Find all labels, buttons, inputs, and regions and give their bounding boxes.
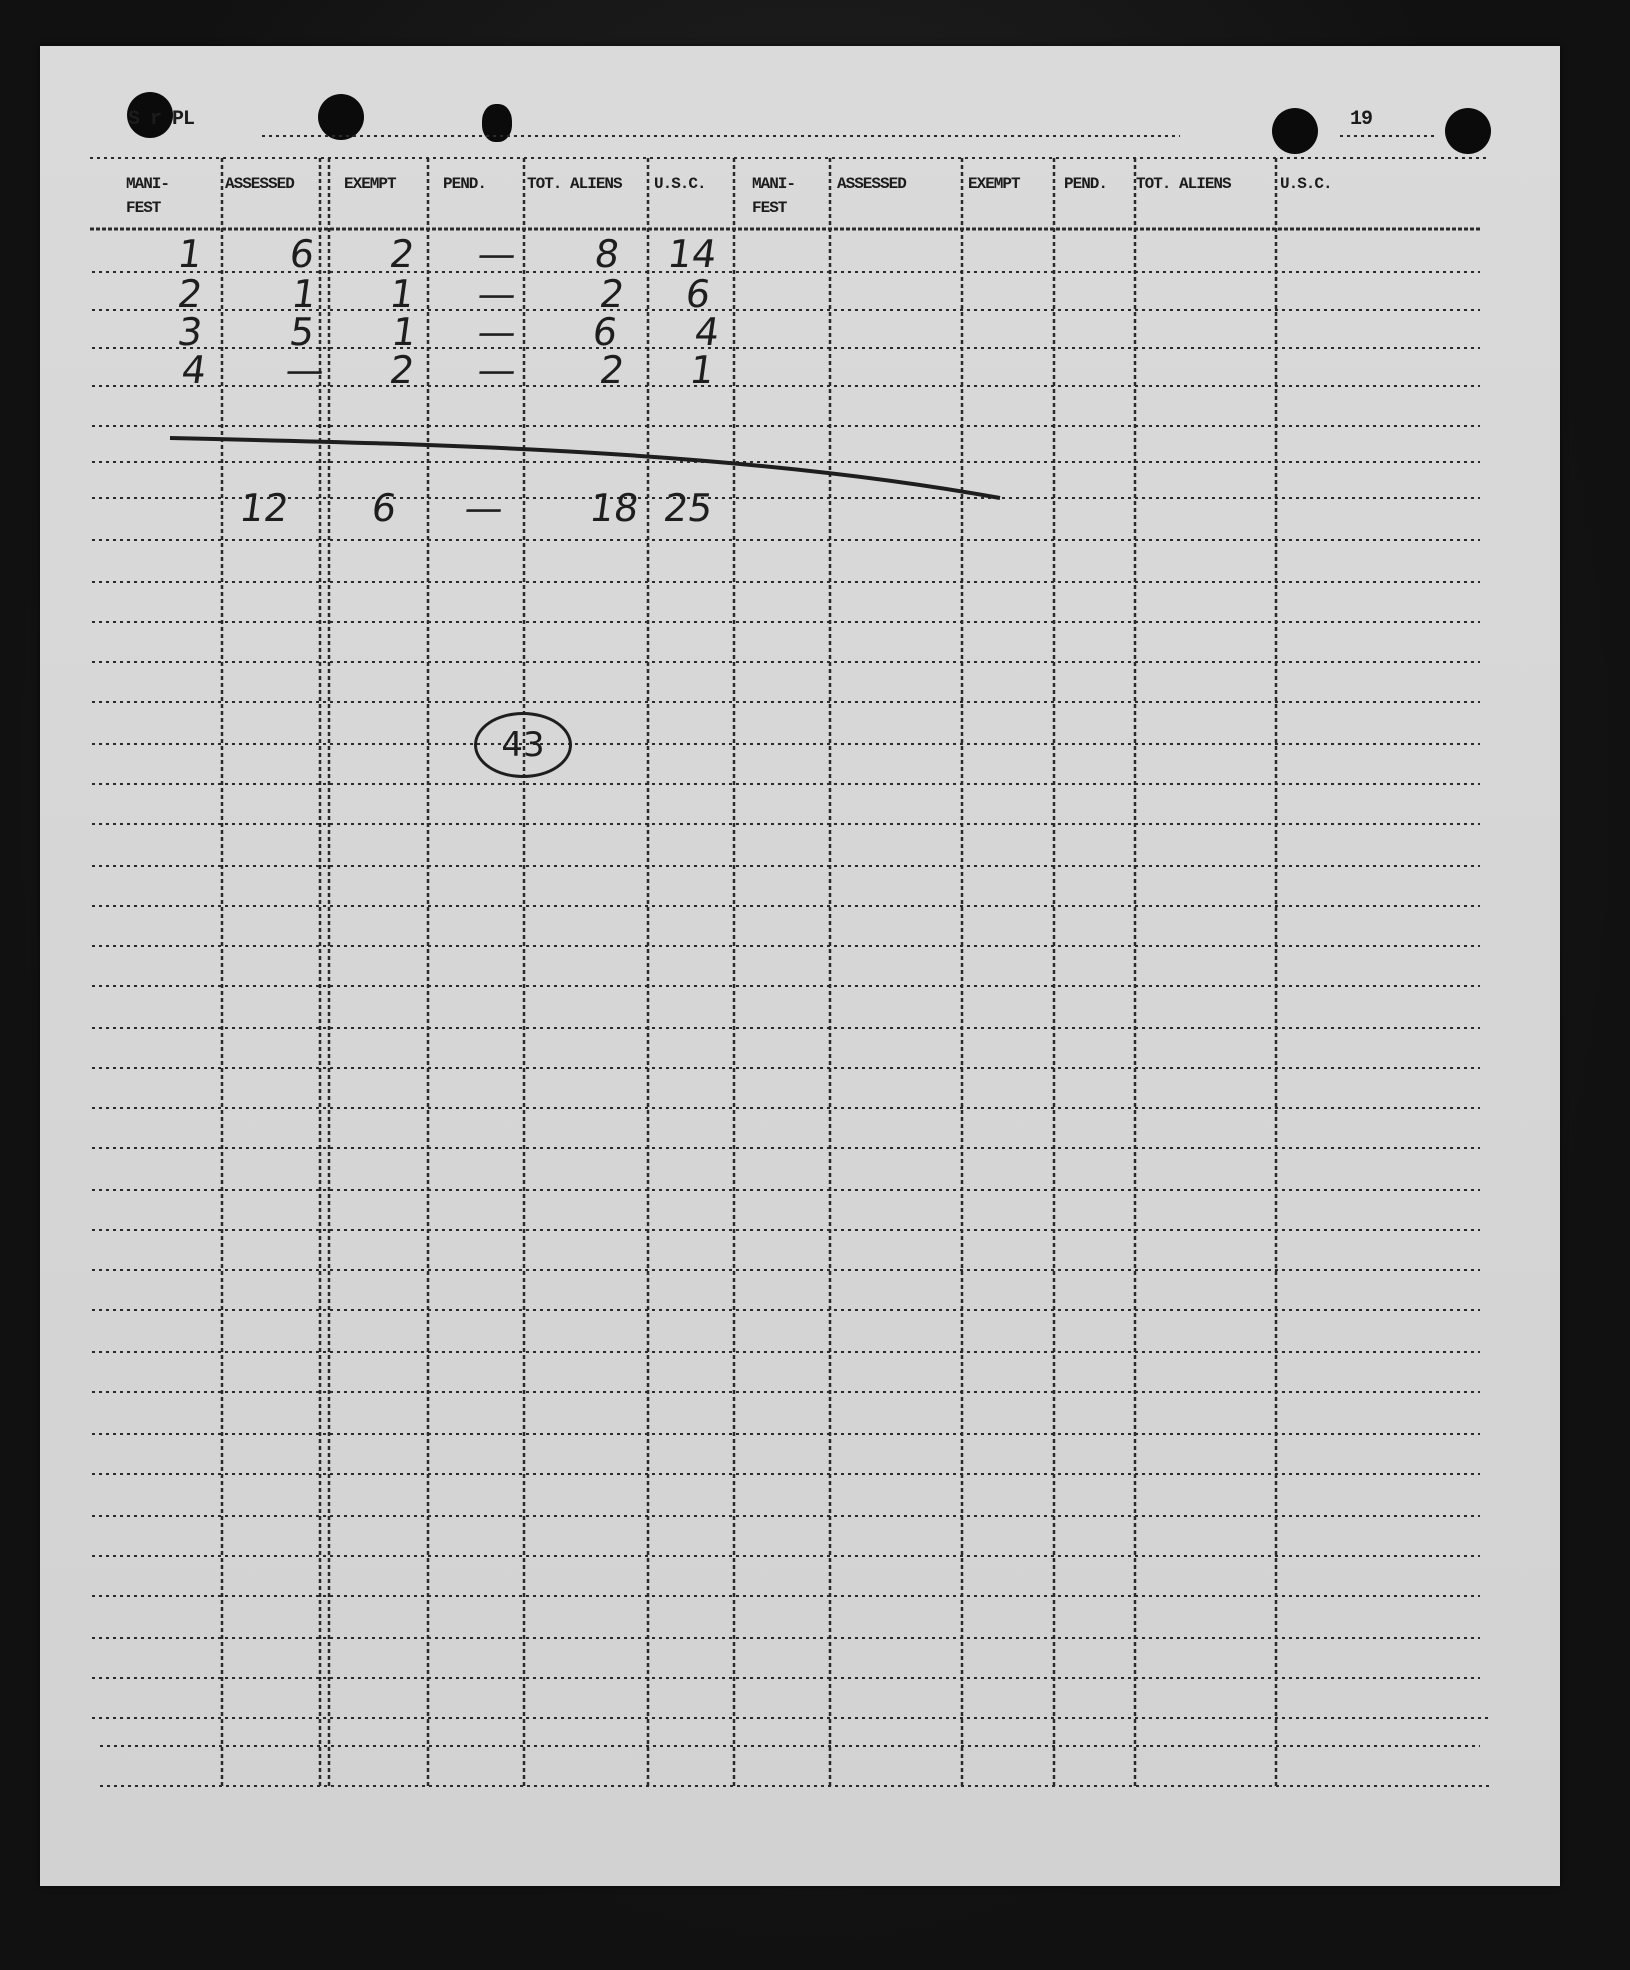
handwritten-sum-line: [170, 438, 1000, 498]
total-pend: —: [461, 486, 507, 530]
row-2-assessed: 1: [288, 272, 320, 316]
row-2-exempt: 1: [386, 272, 418, 316]
header-assessed-right: ASSESSED: [837, 175, 906, 193]
manifest-tally-sheet: [40, 46, 1560, 1886]
row-3-usc: 4: [691, 310, 723, 354]
row-3-exempt: 1: [388, 310, 420, 354]
row-2-pend: —: [474, 272, 520, 316]
row-3-assessed: 5: [286, 310, 318, 354]
row-3-pend: —: [474, 310, 520, 354]
total-exempt: 6: [368, 486, 400, 530]
total-usc: 25: [660, 486, 716, 530]
row-4-manifest: 4: [178, 348, 210, 392]
row-1-pend: —: [474, 232, 520, 276]
year-label: 19: [1350, 108, 1373, 131]
row-1-tot-aliens: 8: [591, 232, 623, 276]
header-assessed-left: ASSESSED: [225, 175, 294, 193]
row-4-pend: —: [474, 348, 520, 392]
circled-grand-total: [474, 712, 572, 778]
row-3-tot-aliens: 6: [589, 310, 621, 354]
row-2-manifest: 2: [174, 272, 206, 316]
header-pend-right: PEND.: [1064, 175, 1108, 193]
row-4-assessed: —: [282, 348, 328, 392]
header-exempt-left: EXEMPT: [344, 175, 396, 193]
header-usc-left: U.S.C.: [654, 175, 706, 193]
row-4-usc: 1: [686, 348, 718, 392]
total-tot-aliens: 18: [586, 486, 642, 530]
row-2-tot-aliens: 2: [596, 272, 628, 316]
total-assessed: 12: [236, 486, 292, 530]
header-manifest-left: MANI- FEST: [126, 175, 170, 217]
row-1-assessed: 6: [286, 232, 318, 276]
header-manifest-right: MANI- FEST: [752, 175, 796, 217]
header-exempt-right: EXEMPT: [968, 175, 1020, 193]
header-usc-right: U.S.C.: [1280, 175, 1332, 193]
header-tot-aliens-right: TOT. ALIENS: [1136, 175, 1231, 193]
header-tot-aliens-left: TOT. ALIENS: [527, 175, 622, 193]
row-3-manifest: 3: [174, 310, 206, 354]
ruled-grid: [40, 46, 1560, 1886]
header-pend-left: PEND.: [443, 175, 487, 193]
circled-grand-total-value: 43: [501, 725, 545, 765]
row-1-usc: 14: [664, 232, 720, 276]
row-1-exempt: 2: [386, 232, 418, 276]
row-2-usc: 6: [682, 272, 714, 316]
ship-name-label: S r PL: [128, 108, 195, 131]
row-1-manifest: 1: [174, 232, 206, 276]
row-4-exempt: 2: [386, 348, 418, 392]
row-4-tot-aliens: 2: [596, 348, 628, 392]
